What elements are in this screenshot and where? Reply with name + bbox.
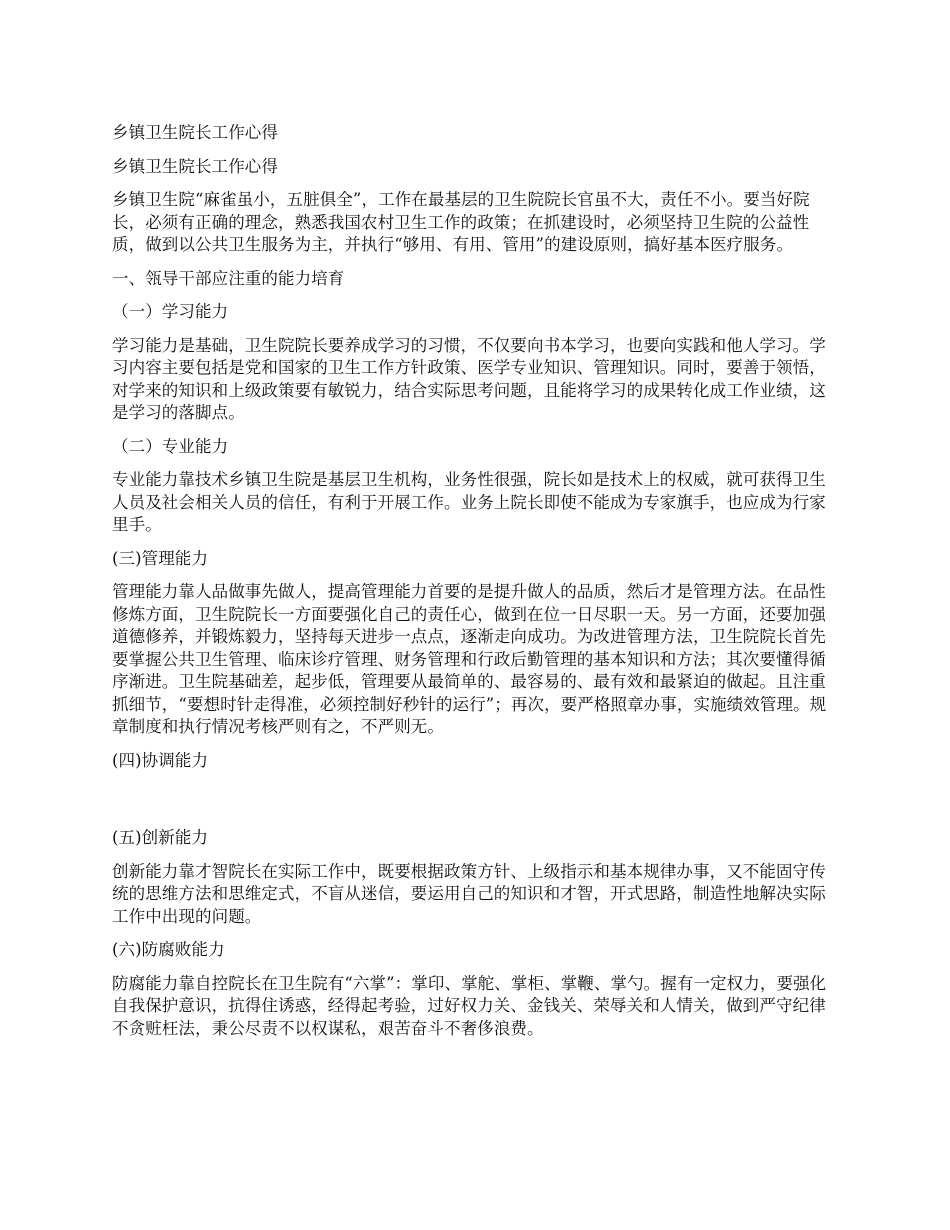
item-heading-anticorruption: (六)防腐败能力 xyxy=(112,940,225,959)
item-heading-professional: （二）专业能力 xyxy=(112,436,229,456)
item-body-professional: 专业能力靠技术乡镇卫生院是基层卫生机构，业务性很强，院长如是技术上的权威，就可获得卫生人员及社会相关人员的信任，有利于开展工作。业务上院长即使不能成为专家旗手，也应成为行家里手。 xyxy=(112,470,826,534)
intro-paragraph: 乡镇卫生院“麻雀虽小，五脏俱全”，工作在最基层的卫生院院长官虽不大，责任不小。要当好院长，必须有正确的理念，熟悉我国农村卫生工作的政策；在抓建设时，必须坚持卫生院的公益性质，做到以公共卫生服务为主，并执行“够用、有用、管用”的建设原则，搞好基本医疗服务。 xyxy=(112,190,810,254)
item-heading-coordination: (四)协调能力 xyxy=(112,750,209,770)
item-heading-study: （一）学习能力 xyxy=(112,302,229,321)
item-body-anticorruption: 防腐能力靠自控院长在卫生院有“六掌”：掌印、掌舵、掌柜、掌鞭、掌勺。握有一定权力，要强化自我保护意识，抗得住诱惑，经得起考验，过好权力关、金钱关、荣辱关和人情关，做到严守纪律不贪赃枉法，秉公尽责不以权谋私，艰苦奋斗不奢侈浪费。 xyxy=(112,973,827,1038)
document-page xyxy=(112,122,842,1040)
item-body-innovation: 创新能力靠才智院长在实际工作中，既要根据政策方针、上级指示和基本规律办事，又不能固守传统的思维方法和思维定式，不盲从迷信，要运用自己的知识和才智，开式思路，制造性地解决实际工作中出现的问题。 xyxy=(112,861,826,926)
item-body-study: 学习能力是基础，卫生院院长要养成学习的习惯，不仅要向书本学习，也要向实践和他人学习。学习内容主要包括是党和国家的卫生工作方针政策、医学专业知识、管理知识。同时，要善于领悟，对学来的知识和上级政策要有敏锐力，结合实际思考问题，且能将学习的成果转化成工作业绩，这是学习的落脚点。 xyxy=(112,335,826,422)
document-title: 乡镇卫生院长工作心得 xyxy=(112,123,278,142)
document-subtitle: 乡镇卫生院长工作心得 xyxy=(112,156,278,176)
item-heading-innovation: (五)创新能力 xyxy=(112,828,209,847)
item-heading-management: (三)管理能力 xyxy=(112,548,209,568)
section-heading: 一、瓴导干部应注重的能力培育 xyxy=(112,268,345,288)
item-body-management: 管理能力靠人品做事先做人，提高管理能力首要的是提升做人的品质，然后才是管理方法。在品性修炼方面，卫生院院长一方面要强化自己的责任心，做到在位一日尽职一天。另一方面，还要加强道德修养，并锻炼毅力，坚持每天进步一点点，逐渐走向成功。为改进管理方法，卫生院院长首先要掌握公共卫生管理、临床诊疗管理、财务管理和行政后勤管理的基本知识和方法；其次要懂得循序渐进。卫生院基础差，起步低，管理要从最简单的、最容易的、最有效和最紧迫的做起。且注重抓细节，“要想时针走得准，必须控制好秒针的运行”；再次，要严格照章办事，实施绩效管理。规章制度和执行情况考核严则有之，不严则无。 xyxy=(112,582,827,736)
